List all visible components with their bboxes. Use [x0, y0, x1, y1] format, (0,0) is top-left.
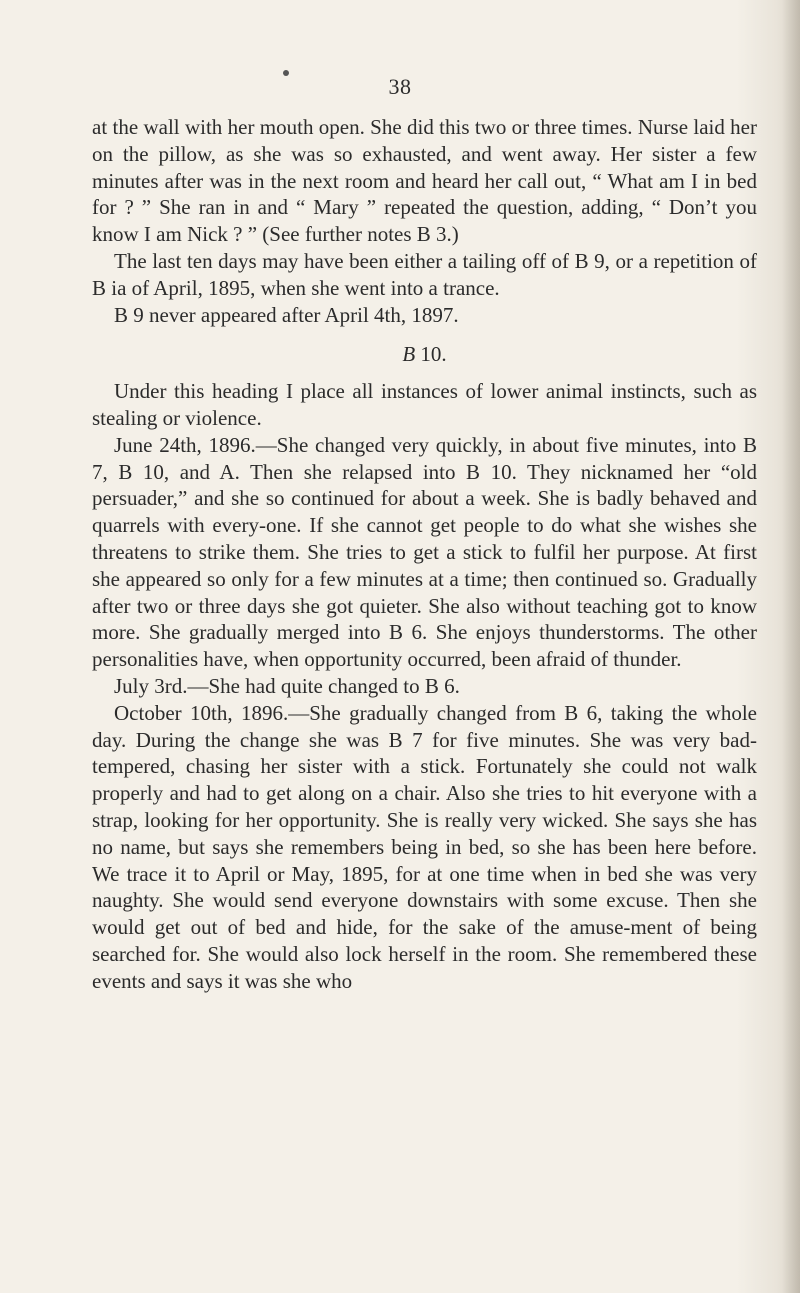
- page-edge-shadow: [782, 0, 800, 1293]
- paragraph-under-heading: Under this heading I place all instances of lower animal instincts, such as stealing or violence.: [92, 379, 757, 430]
- page-number: 38: [388, 74, 412, 99]
- paragraph-june-24: June 24th, 1896.—She changed very quickly, in about five minutes, into B 7, B 10, and A. Then she relapsed into B 10. They nicknamed her “old persuader,” and she so continued for about a week. She is badly behaved and quarrels with every-one. If she cannot get people to do what she wishes she threatens to strike them. She tries to get a stick to fulfil her purpose. At first she appeared so only for a few minutes at a time; then continued so. Gradually after two or three days she got quieter. She also without teaching got to know more. She gradually merged into B 6. She enjoys thunderstorms. The other personalities have, when opportunity occurred, been afraid of thunder.: [92, 432, 757, 672]
- paragraph-continuation: at the wall with her mouth open. She did this two or three times. Nurse laid her on the pillow, as she was so exhausted, and went away. Her sister a few minutes after was in the next room and heard her call out, “ What am I in bed for ? ” She ran in and “ Mary ” repeated the question, adding, “ Don’t you know I am Nick ? ” (See further notes B 3.): [92, 115, 757, 247]
- section-heading: [92, 341, 757, 368]
- paragraph-b9-never: B 9 never appeared after April 4th, 1897.: [114, 302, 459, 327]
- paragraph-last-ten-days: The last ten days may have been either a tailing off of B 9, or a repetition of B ia of April, 1895, when she went into a trance.: [92, 248, 757, 300]
- section-heading-number: 10.: [420, 342, 447, 367]
- paragraph-october-10: October 10th, 1896.—She gradually changed from B 6, taking the whole day. During the change she was B 7 for five minutes. She was very bad-tempered, chasing her sister with a stick. Fortunately she could not walk properly and had to get along on a chair. Also she tries to hit everyone with a strap, looking for her opportunity. She is really very wicked. She says she has no name, but says she remembers being in bed, so she has been here before. We trace it to April or May, 1895, for at one time when in bed she was very naughty. She would send everyone downstairs with some excuse. Then she would get out of bed and hide, for the sake of the amuse-ment of being searched for. She would also lock herself in the room. She remembered these events and says it was she who: [92, 700, 757, 993]
- section-heading-letter: B: [402, 342, 416, 367]
- paragraph-july-3: July 3rd.—She had quite changed to B 6.: [114, 673, 460, 698]
- page-body: [92, 114, 757, 995]
